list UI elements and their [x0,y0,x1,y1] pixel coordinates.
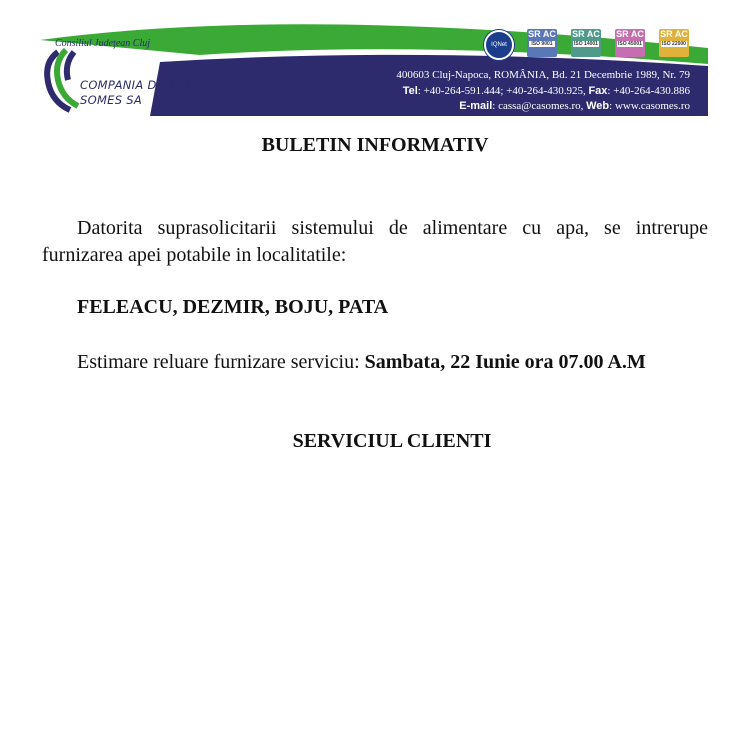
iqnet-certification-icon: IQNet [484,30,514,60]
email-value: : cassa@casomes.ro, [492,100,587,112]
address-line: 400603 Cluj-Napoca, ROMÂNIA, Bd. 21 Decembrie 1989, Nr. 79 [396,69,690,81]
tel-label: Tel [402,84,418,97]
certification-badge-iso45001 [615,29,645,57]
cert-code: SR AC [528,29,556,39]
web-label: Web [586,100,610,112]
estimate-prefix: Estimare reluare furnizare serviciu: [77,351,365,373]
cert-iso: ISO 14001 [574,41,598,47]
company-name [80,78,191,108]
estimate-value: Sambata, 22 Iunie ora 07.00 A.M [364,351,646,373]
cert-code: SR AC [660,29,688,39]
email-label: E-mail [459,100,493,112]
certification-badge-iso9001 [527,29,557,57]
cert-code: SR AC [616,29,644,39]
interruption-paragraph: Datorita suprasolicitarii sistemului de alimentare cu apa, se intrerupe furnizarea apei potabile in localitatile: [42,217,708,266]
cert-iso: ISO 9001 [529,41,555,47]
web-value: : www.casomes.ro [609,100,690,112]
company-name-line2: SOMES SA [80,93,143,107]
company-name-line1: COMPANIA DE APA [80,78,192,92]
signature: SERVICIUL CLIENTI [292,430,492,452]
contact-block [396,68,690,115]
cert-iso: ISO 45001 [618,41,642,47]
cert-iso: ISO 22000 [662,41,686,47]
fax-label: Fax [588,84,608,97]
email-line [396,99,690,115]
council-name: Consiliul Judeţean Cluj [55,38,150,49]
tel-value: : +40-264-591.444; +40-264-430.925, [417,84,589,97]
document-title: BULETIN INFORMATIV [261,134,489,156]
localities-list: FELEACU, DEZMIR, BOJU, PATA [77,296,389,318]
letterhead [0,0,750,125]
estimate-paragraph [42,349,708,376]
cert-code: SR AC [572,29,600,39]
phone-line [396,84,690,100]
certification-badge-iso14001 [571,29,601,57]
fax-value: : +40-264-430.886 [607,84,690,97]
certification-badge-iso22000 [659,29,689,57]
